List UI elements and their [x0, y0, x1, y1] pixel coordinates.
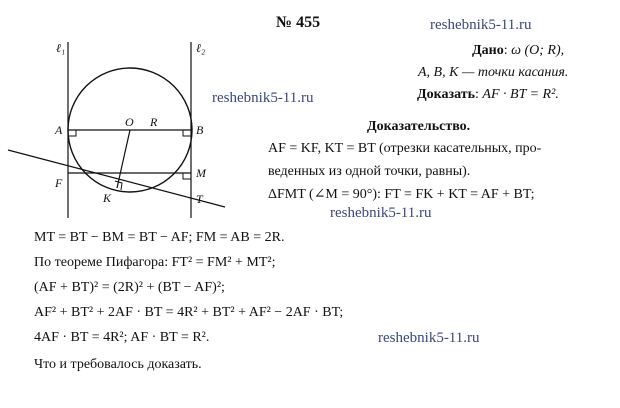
label-l2: ℓ₂	[196, 41, 206, 55]
watermark-top: reshebnik5-11.ru	[430, 17, 532, 33]
given-circle: ω (O; R),	[511, 43, 565, 58]
right-angle-mark-k	[115, 181, 122, 190]
prove-statement: AF · BT = R².	[482, 87, 559, 102]
prove-heading: Доказать	[417, 87, 476, 102]
label-a: A	[55, 123, 63, 137]
proof-line-6: Что и требовалось доказать.	[34, 357, 202, 372]
label-f: F	[55, 176, 63, 190]
proof-line-4: AF² + BT² + 2AF · BT = 4R² + BT² + AF² − 2AF · BT;	[34, 305, 344, 320]
prove-line: Доказать: AF · BT = R².	[417, 87, 559, 102]
watermark-lower: reshebnik5-11.ru	[330, 205, 432, 221]
proof-right-line-3: ΔFMT (∠M = 90°): FT = FK + KT = AF + BT;	[268, 187, 535, 202]
right-angle-mark-m	[183, 173, 191, 179]
watermark-bottom: reshebnik5-11.ru	[378, 330, 480, 346]
proof-line-2: По теореме Пифагора: FT² = FM² + MT²;	[34, 255, 276, 270]
watermark-middle: reshebnik5-11.ru	[212, 90, 314, 106]
given-heading: Дано	[472, 43, 504, 58]
proof-line-1: MT = BT − BM = BT − AF; FM = AB = 2R.	[34, 230, 285, 245]
label-o: O	[125, 115, 134, 129]
given-line-1: Дано: ω (O; R),	[472, 43, 565, 58]
label-r: R	[150, 115, 158, 129]
label-t: T	[196, 192, 203, 206]
proof-line-3: (AF + BT)² = (2R)² + (BT − AF)²;	[34, 280, 225, 295]
proof-heading: Доказательство.	[367, 119, 471, 134]
label-l1: ℓ₁	[56, 41, 66, 55]
label-k: K	[103, 191, 112, 205]
proof-line-5: 4AF · BT = 4R²; AF · BT = R².	[34, 330, 210, 345]
radius-ok	[117, 130, 130, 188]
tangent-line-ft	[8, 150, 225, 207]
proof-right-line-1: AF = KF, KT = BT (отрезки касательных, про-	[268, 141, 542, 156]
right-angle-mark-b	[183, 130, 191, 136]
label-m: M	[196, 166, 206, 180]
proof-right-line-2: веденных из одной точки, равны).	[268, 164, 471, 179]
label-b: B	[196, 123, 204, 137]
given-line-2: A, B, K — точки касания.	[418, 65, 569, 80]
right-angle-mark-a	[68, 130, 76, 136]
problem-number: № 455	[276, 14, 321, 31]
